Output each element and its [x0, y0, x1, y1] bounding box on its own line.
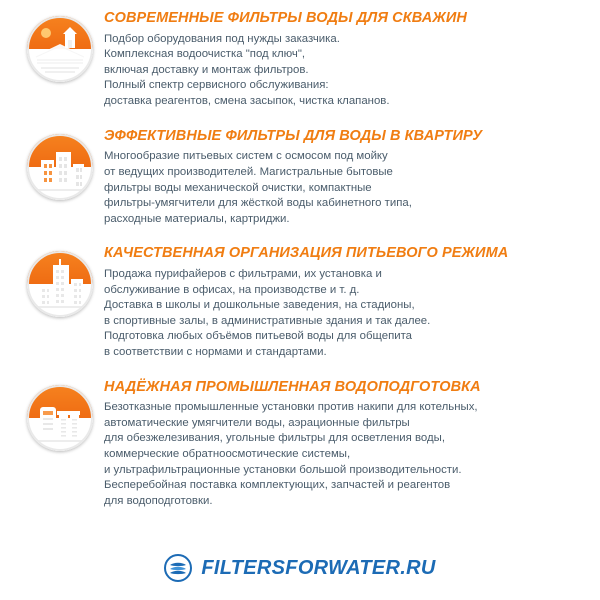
- logo-text: FILTERSFORWATER.RU: [201, 556, 436, 579]
- section-title: СОВРЕМЕННЫЕ ФИЛЬТРЫ ВОДЫ ДЛЯ СКВАЖИН: [104, 10, 467, 26]
- section-icon-container: [18, 10, 102, 82]
- section-body: Безотказные промышленные установки против накипи для котельных, автоматические умягчители воды, аэрационные фильтры для обезжелезивания, угольные фильтры для осветления воды, коммерческие обратноосмотические системы, и ультрафильтрационные установки большой производительности. Бесперебойная поставка комплектующих, запчастей и реагентов для водоподготовки.: [104, 401, 478, 507]
- section-text: [102, 10, 590, 110]
- section-industrial-treatment: [0, 361, 600, 510]
- section-drinking-regime: [0, 227, 600, 360]
- section-wells-filters: [0, 0, 600, 110]
- section-title: НАДЁЖНАЯ ПРОМЫШЛЕННАЯ ВОДОПОДГОТОВКА: [104, 378, 481, 395]
- section-text: [102, 128, 590, 228]
- apartment-building-icon: [27, 134, 93, 200]
- section-body: Подбор оборудования под нужды заказчика. Комплексная водоочистка "под ключ", включая доставку и монтаж фильтров. Полный спектр сервисного обслуживания: доставка реагентов, смена засыпок, чистка клапанов.: [104, 32, 390, 108]
- industrial-equipment-icon: [27, 385, 93, 451]
- field-landscape-icon: [27, 16, 93, 82]
- section-title: КАЧЕСТВЕННАЯ ОРГАНИЗАЦИЯ ПИТЬЕВОГО РЕЖИМА: [104, 245, 509, 262]
- section-text: [102, 379, 590, 510]
- section-body: Многообразие питьевых систем с осмосом под мойку от ведущих производителей. Магистральные бытовые фильтры воды механической очистки, компактные фильтры-умягчители для жёсткой воды кабинетного типа, расходные материалы, картриджи.: [104, 150, 412, 225]
- section-title: ЭФФЕКТИВНЫЕ ФИЛЬТРЫ ДЛЯ ВОДЫ В КВАРТИРУ: [104, 127, 483, 144]
- site-logo[interactable]: [0, 554, 600, 582]
- section-icon-container: [18, 379, 102, 451]
- water-swirl-logo-icon: [164, 554, 192, 582]
- section-body: Продажа пурифайеров с фильтрами, их установка и обслуживание в офисах, на производстве и т. д. Доставка в школы и дошкольные заведения, на стадионы, в спортивные залы, в административные здания и так далее. Подготовка любых объёмов питьевой воды для общепита в соответствии с нормами и стандартами.: [104, 267, 431, 358]
- office-tower-icon: [27, 251, 93, 317]
- section-text: [102, 245, 590, 360]
- section-icon-container: [18, 128, 102, 200]
- section-icon-container: [18, 245, 102, 317]
- section-apartment-filters: [0, 110, 600, 228]
